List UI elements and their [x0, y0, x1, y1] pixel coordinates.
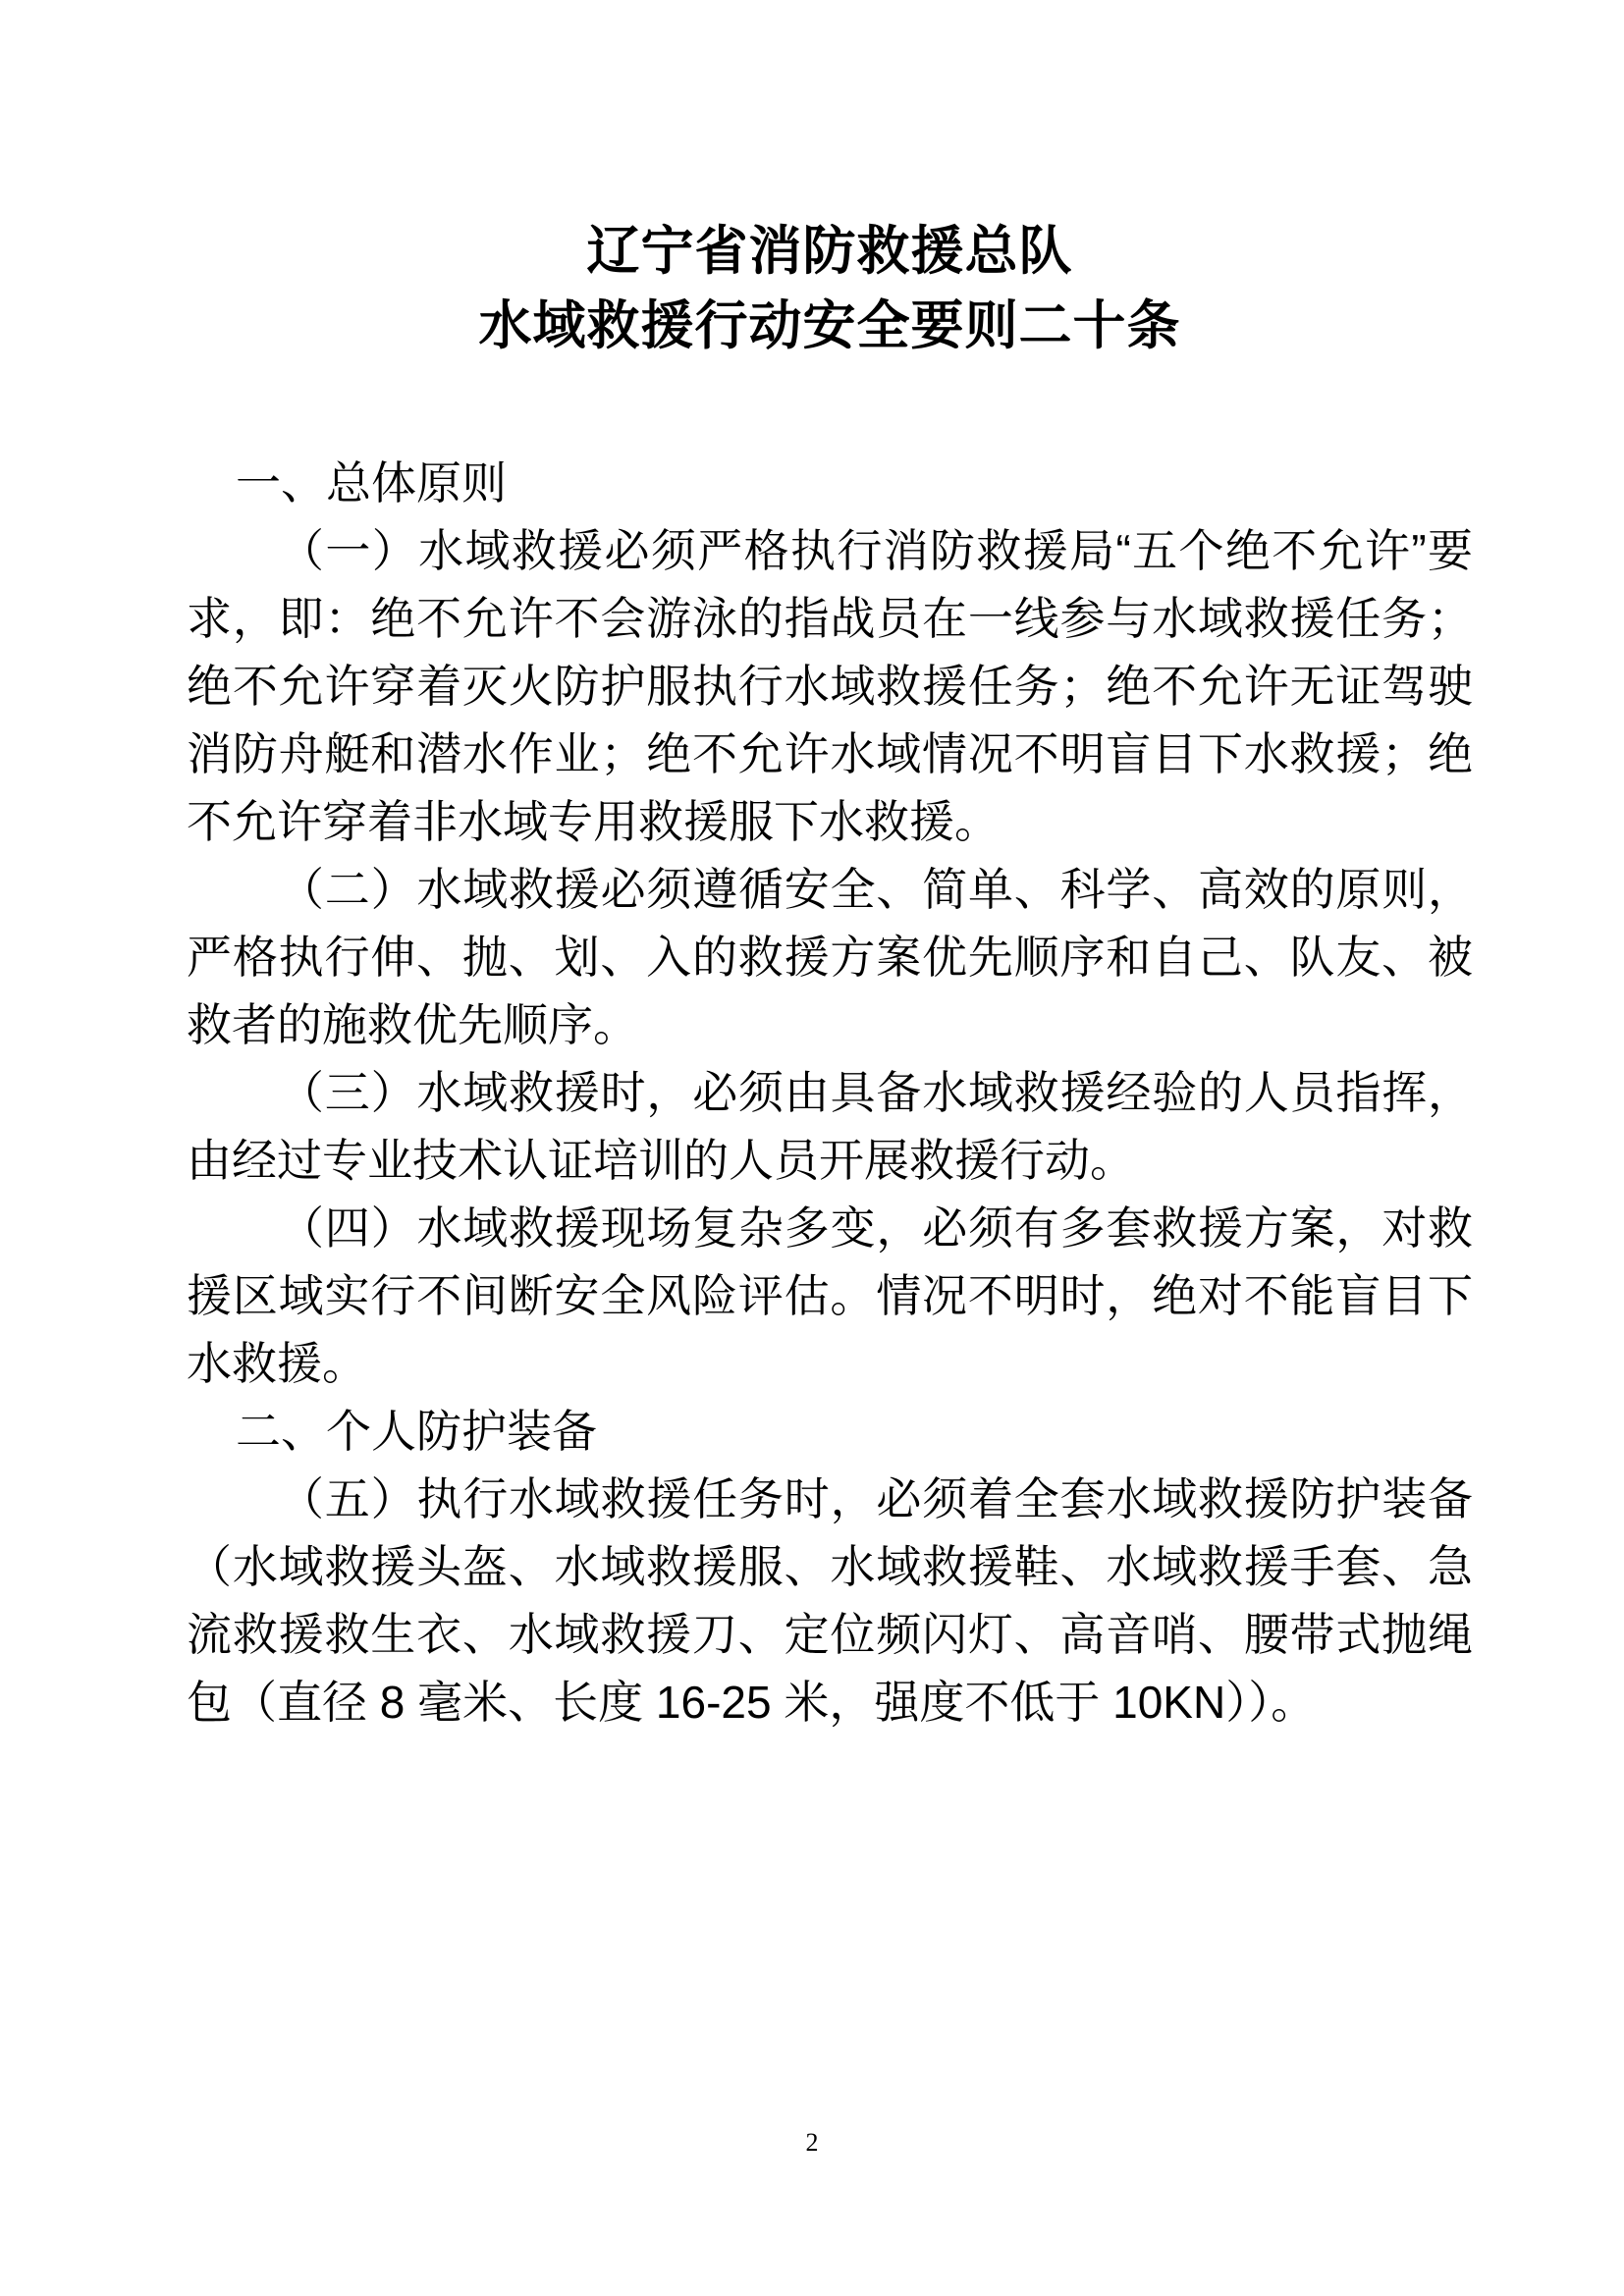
section-heading-general-principles: 一、总体原则	[236, 457, 507, 508]
page-number: 2	[805, 2128, 819, 2157]
clause-3: （三）水域救援时，必须由具备水域救援经验的人员指挥，由经过专业技术认证培训的人员开展救援行动。	[187, 1067, 1473, 1186]
document-title	[187, 0, 1473, 363]
clause-2: （二）水域救援必须遵循安全、简单、科学、高效的原则，严格执行伸、抛、划、入的救援方案优先顺序和自己、队友、被救者的施救优先顺序。	[187, 864, 1473, 1050]
title-line-1: 辽宁省消防救援总队	[586, 222, 1073, 281]
clause-1: （一）水域救援必须严格执行消防救援局“五个绝不允许”要求，即：绝不允许不会游泳的指战员在一线参与水域救援任务；绝不允许穿着灭火防护服执行水域救援任务；绝不允许无证驾驶消防舟艇和潜水作业；绝不允许水域情况不明盲目下水救援；绝不允许穿着非水域专用救援服下水救援。	[187, 525, 1473, 847]
clause-4: （四）水域救援现场复杂多变，必须有多套救援方案，对救援区域实行不间断安全风险评估。情况不明时，绝对不能盲目下水救援。	[187, 1202, 1473, 1389]
title-line-2: 水域救援行动安全要则二十条	[478, 296, 1181, 355]
page-content	[187, 0, 1473, 1736]
document-body	[187, 450, 1473, 1736]
section-heading-personal-protective-equipment: 二、个人防护装备	[236, 1406, 597, 1457]
clause-5: （五）执行水域救援任务时，必须着全套水域救援防护装备（水域救援头盔、水域救援服、水域救援鞋、水域救援手套、急流救援救生衣、水域救援刀、定位频闪灯、高音哨、腰带式抛绳包（直径 8 毫米、长度 16-25 米，强度不低于 10KN））。	[187, 1473, 1473, 1728]
